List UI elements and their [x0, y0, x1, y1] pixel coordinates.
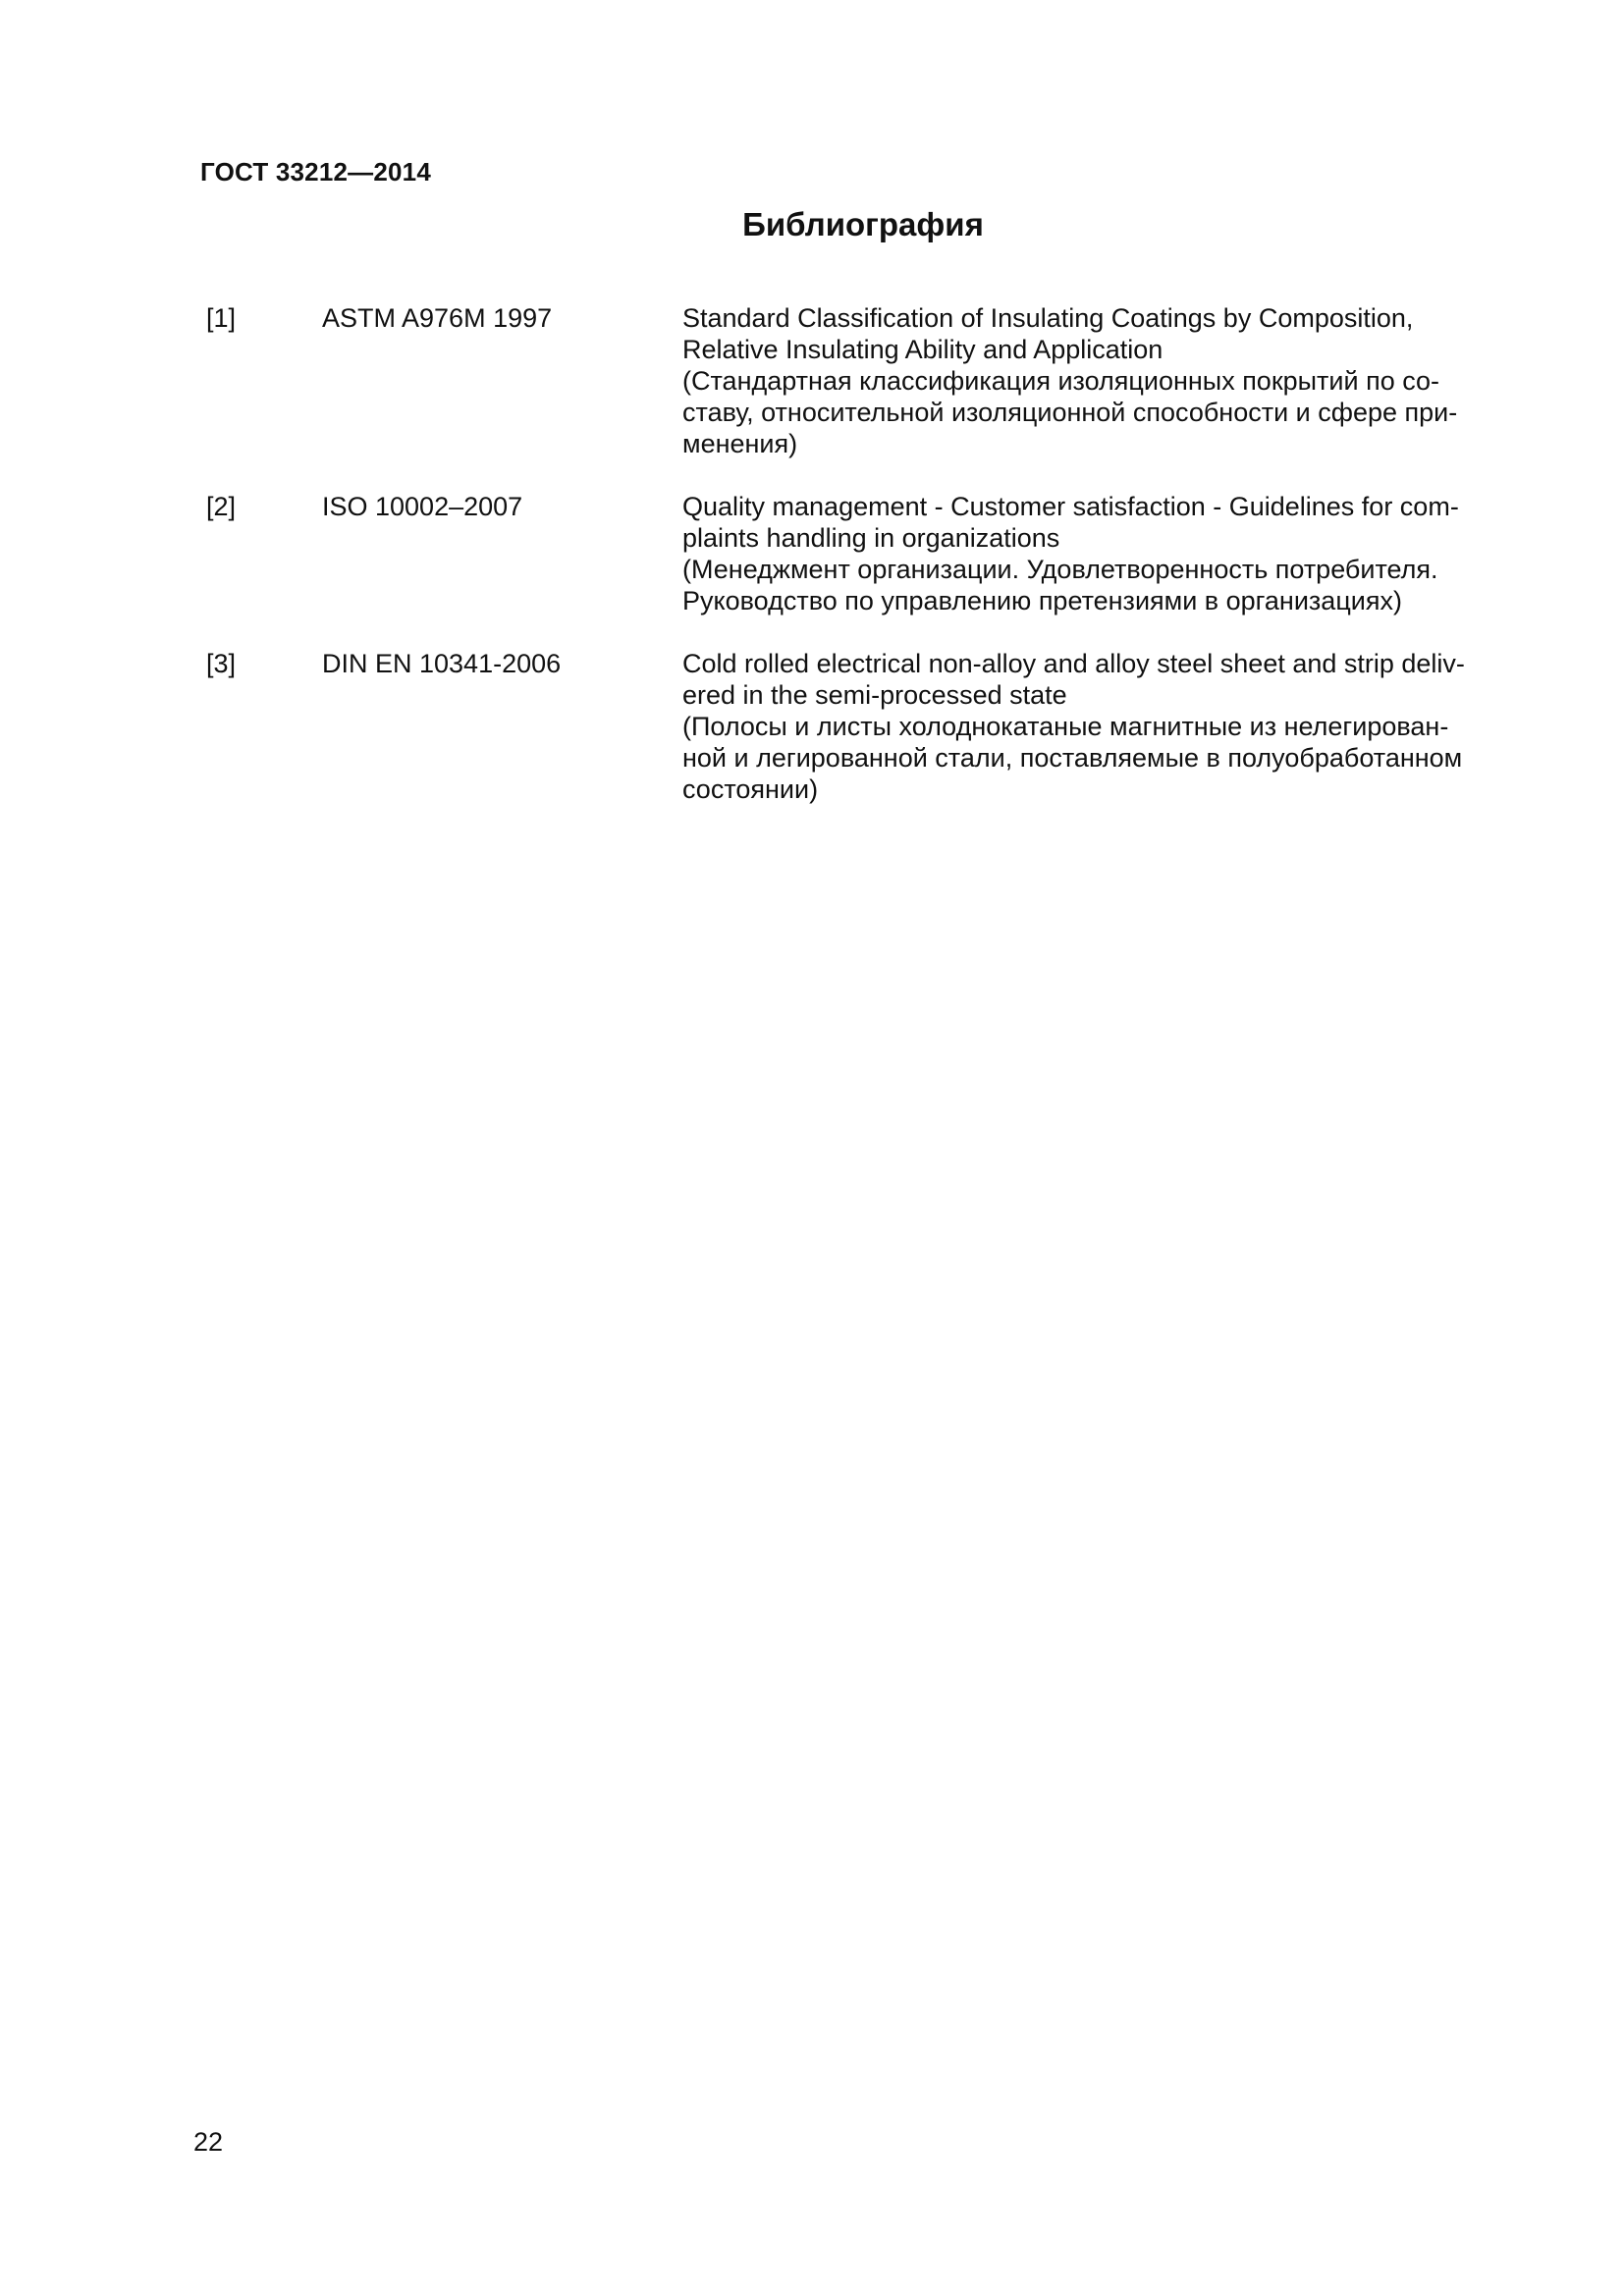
description-line: (Стандартная классификация изоляционных покрытий по со-: [682, 366, 1440, 396]
description-line: Руководство по управлению претензиями в организациях): [682, 586, 1402, 615]
description-line: (Полосы и листы холоднокатаные магнитные из нелегирован-: [682, 712, 1449, 741]
bibliography-entry-3: [206, 648, 1502, 805]
description-line: состоянии): [682, 774, 819, 804]
description-line: ered in the semi-processed state: [682, 680, 1067, 710]
description-line: (Менеджмент организации. Удовлетворенность потребителя.: [682, 555, 1438, 584]
description-line: Relative Insulating Ability and Application: [682, 335, 1163, 364]
standard-code: ISO 10002–2007: [322, 492, 523, 521]
standard-code: ASTM A976M 1997: [322, 303, 553, 333]
description-line: Cold rolled electrical non-alloy and alloy steel sheet and strip deliv-: [682, 649, 1465, 678]
description-line: Quality management - Customer satisfaction - Guidelines for com-: [682, 492, 1459, 521]
standard-code: DIN EN 10341-2006: [322, 649, 562, 678]
page-number: 22: [193, 2127, 224, 2157]
description-line: ной и легированной стали, поставляемые в полуобработанном: [682, 743, 1463, 773]
bibliography-entry-2: [206, 491, 1502, 616]
entry-number: [2]: [206, 492, 237, 521]
bibliography-list: [206, 302, 1502, 805]
document-code: ГОСТ 33212—2014: [200, 157, 431, 187]
standard-description: [682, 302, 1497, 459]
description-line: ставу, относительной изоляционной способности и сфере при-: [682, 398, 1458, 427]
description-line: менения): [682, 429, 798, 458]
standard-description: [682, 491, 1497, 616]
description-line: Standard Classification of Insulating Coatings by Composition,: [682, 303, 1414, 333]
description-line: plaints handling in organizations: [682, 523, 1060, 553]
bibliography-entry-1: [206, 302, 1502, 459]
section-title: Библиография: [742, 206, 984, 242]
entry-number: [3]: [206, 649, 237, 678]
entry-number: [1]: [206, 303, 237, 333]
standard-description: [682, 648, 1497, 805]
